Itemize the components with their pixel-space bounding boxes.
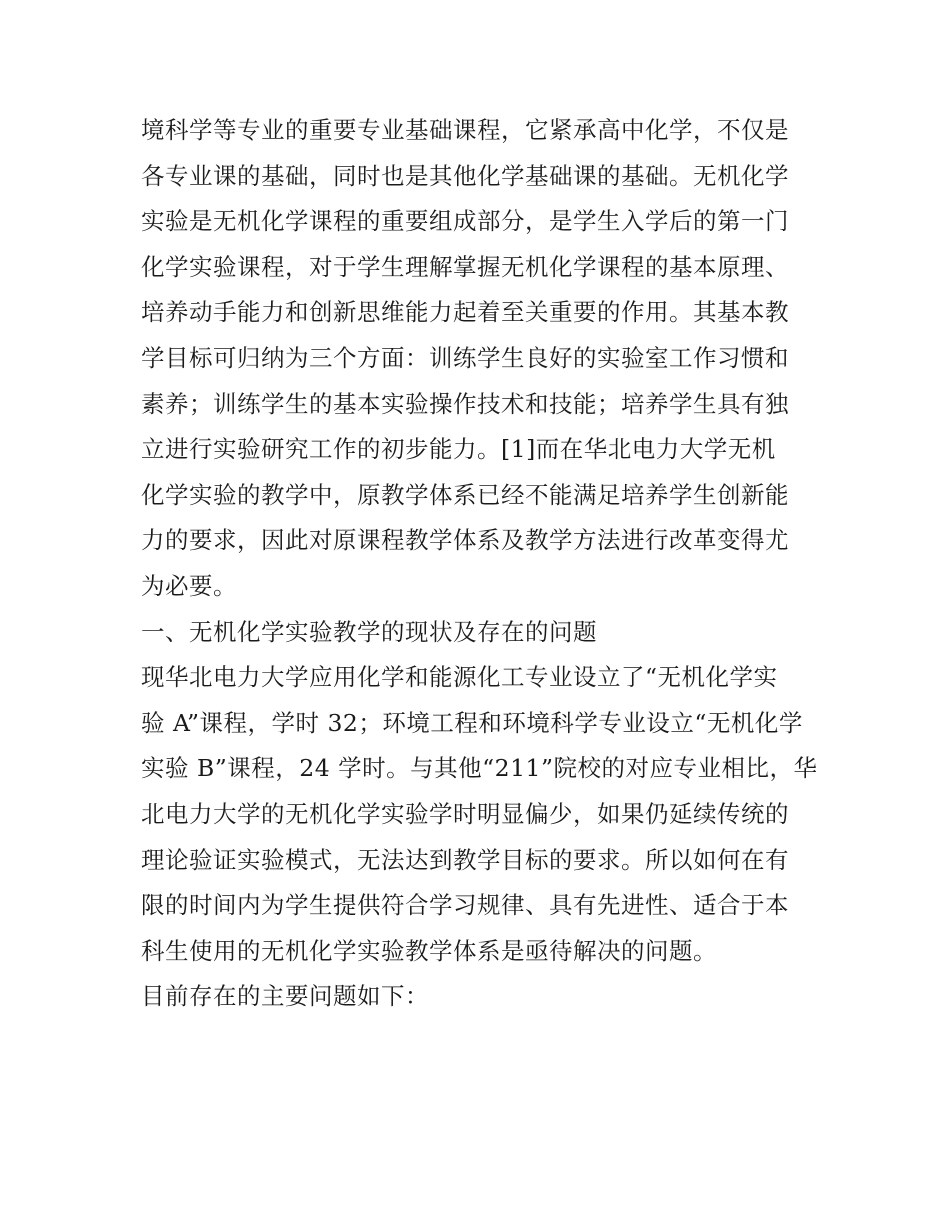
text-line: 各专业课的基础，同时也是其他化学基础课的基础。无机化学 bbox=[141, 161, 789, 190]
text-line: 理论验证实验模式，无法达到教学目标的要求。所以如何在有 bbox=[141, 845, 789, 874]
text-line: 限的时间内为学生提供符合学习规律、具有先进性、适合于本 bbox=[141, 891, 789, 920]
text-line: 北电力大学的无机化学实验学时明显偏少，如果仍延续传统的 bbox=[141, 799, 789, 828]
text-line: 培养动手能力和创新思维能力起着至关重要的作用。其基本教 bbox=[141, 298, 789, 327]
document-page bbox=[141, 108, 818, 1020]
text-line: 科生使用的无机化学实验教学体系是亟待解决的问题。 bbox=[141, 936, 717, 965]
text-line: 境科学等专业的重要专业基础课程，它紧承高中化学，不仅是 bbox=[141, 116, 789, 144]
text-line: 为必要。 bbox=[141, 571, 237, 600]
text-line: 实验 B”课程，24 学时。与其他“211”院校的对应专业相比，华 bbox=[141, 754, 818, 783]
text-line: 化学实验课程，对于学生理解掌握无机化学课程的基本原理、 bbox=[141, 252, 789, 281]
text-line: 目前存在的主要问题如下： bbox=[141, 982, 429, 1011]
text-line: 学目标可归纳为三个方面：训练学生良好的实验室工作习惯和 bbox=[141, 343, 789, 372]
text-line: 力的要求，因此对原课程教学体系及教学方法进行改革变得尤 bbox=[141, 526, 789, 555]
text-line: 化学实验的教学中，原教学体系已经不能满足培养学生创新能 bbox=[141, 480, 789, 509]
text-line: 立进行实验研究工作的初步能力。[1]而在华北电力大学无机 bbox=[141, 435, 776, 464]
text-line: 素养；训练学生的基本实验操作技术和技能；培养学生具有独 bbox=[141, 389, 789, 418]
text-line: 验 A”课程，学时 32；环境工程和环境科学专业设立“无机化学 bbox=[141, 708, 803, 737]
text-line: 实验是无机化学课程的重要组成部分，是学生入学后的第一门 bbox=[141, 207, 789, 236]
text-line: 现华北电力大学应用化学和能源化工专业设立了“无机化学实 bbox=[141, 663, 778, 692]
section-heading: 一、无机化学实验教学的现状及存在的问题 bbox=[141, 617, 597, 646]
